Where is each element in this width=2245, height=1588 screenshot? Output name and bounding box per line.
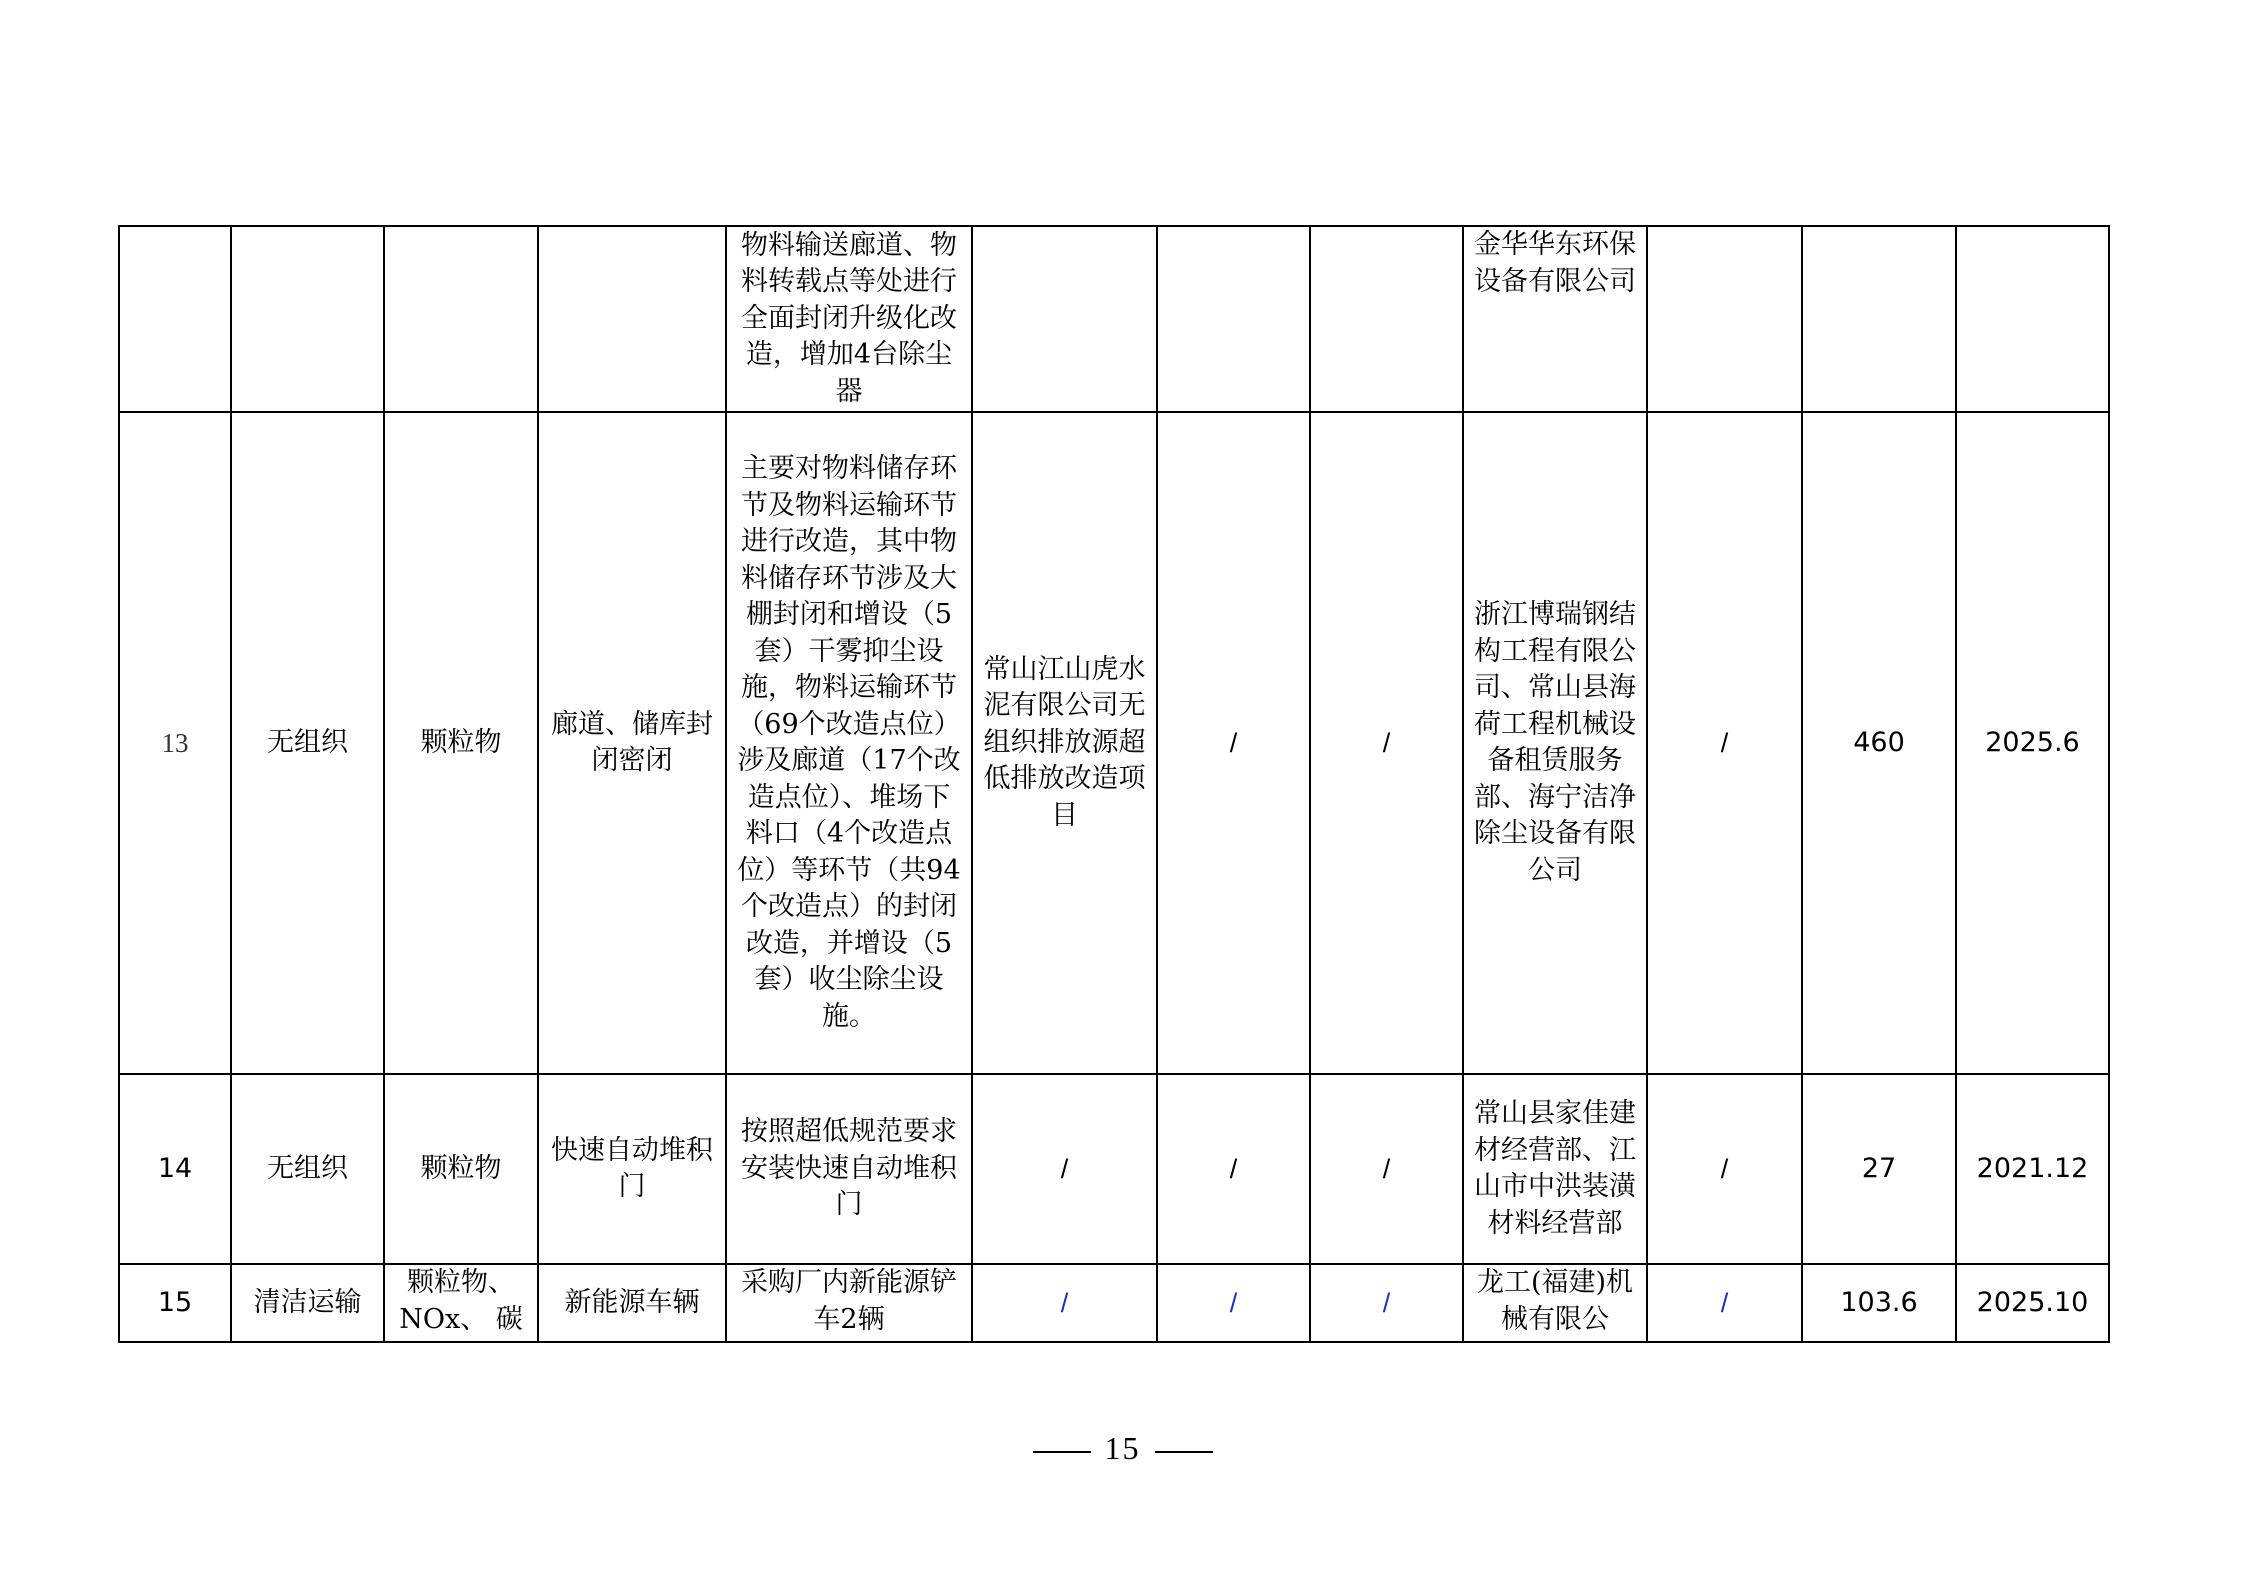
- supplier-cell: 浙江博瑞钢结构工程有限公司、常山县海荷工程机械设备租赁服务部、海宁洁净除尘设备有限公司: [1463, 412, 1647, 1074]
- col7-cell: [1157, 226, 1310, 412]
- col7-cell: /: [1157, 1264, 1310, 1342]
- amount-cell: [1802, 226, 1956, 412]
- table-row: [119, 1264, 2109, 1342]
- content-cell: 物料输送廊道、物料转载点等处进行全面封闭升级化改造，增加4台除尘器: [726, 226, 972, 412]
- col10-cell: [1647, 226, 1802, 412]
- supplier-cell: [1463, 1264, 1647, 1342]
- seq-cell: 13: [119, 412, 231, 1074]
- measure-cell: [538, 226, 726, 412]
- date-cell: 2025.10: [1956, 1264, 2109, 1342]
- project-cell: /: [972, 1264, 1157, 1342]
- project-cell: /: [972, 1074, 1157, 1264]
- date-cell: 2021.12: [1956, 1074, 2109, 1264]
- seq-cell: 14: [119, 1074, 231, 1264]
- project-cell: [972, 226, 1157, 412]
- table-row: [119, 1074, 2109, 1264]
- type-cell: [231, 226, 384, 412]
- amount-cell: 103.6: [1802, 1264, 1956, 1342]
- measure-cell: 新能源车辆: [538, 1264, 726, 1342]
- project-cell: 常山江山虎水泥有限公司无组织排放源超低排放改造项目: [972, 412, 1157, 1074]
- col8-cell: /: [1310, 412, 1463, 1074]
- type-cell: 无组织: [231, 412, 384, 1074]
- page-number-text: 15: [1104, 1430, 1141, 1466]
- pollutant-cell: 颗粒物: [384, 1074, 538, 1264]
- data-table: [118, 225, 2110, 1343]
- dash-right: [1155, 1451, 1213, 1453]
- pollutant-cell: [384, 1264, 538, 1342]
- amount-cell: 460: [1802, 412, 1956, 1074]
- col10-cell: /: [1647, 412, 1802, 1074]
- col10-cell: /: [1647, 1074, 1802, 1264]
- page-number: [0, 1430, 2245, 1467]
- content-cell: 采购厂内新能源铲车2辆: [726, 1264, 972, 1342]
- col7-cell: /: [1157, 1074, 1310, 1264]
- col10-cell: /: [1647, 1264, 1802, 1342]
- pollutant-cell: [384, 226, 538, 412]
- content-cell: 按照超低规范要求安装快速自动堆积门: [726, 1074, 972, 1264]
- col8-cell: /: [1310, 1074, 1463, 1264]
- amount-cell: 27: [1802, 1074, 1956, 1264]
- table-row: [119, 412, 2109, 1074]
- col8-cell: [1310, 226, 1463, 412]
- supplier-text: 龙工(福建)机械有限公: [1476, 1267, 1634, 1335]
- pollutant-text: 颗粒物、NOx、 碳: [399, 1267, 523, 1335]
- date-cell: [1956, 226, 2109, 412]
- dash-left: [1033, 1451, 1091, 1453]
- measure-cell: 廊道、储库封闭密闭: [538, 412, 726, 1074]
- date-cell: 2025.6: [1956, 412, 2109, 1074]
- supplier-cell: 金华华东环保设备有限公司: [1463, 226, 1647, 412]
- measure-cell: 快速自动堆积门: [538, 1074, 726, 1264]
- type-cell: 无组织: [231, 1074, 384, 1264]
- col7-cell: /: [1157, 412, 1310, 1074]
- seq-cell: 15: [119, 1264, 231, 1342]
- supplier-cell: 常山县家佳建材经营部、江山市中洪装潢材料经营部: [1463, 1074, 1647, 1264]
- pollutant-cell: 颗粒物: [384, 412, 538, 1074]
- col8-cell: /: [1310, 1264, 1463, 1342]
- type-cell: 清洁运输: [231, 1264, 384, 1342]
- content-cell: 主要对物料储存环节及物料运输环节进行改造，其中物料储存环节涉及大棚封闭和增设（5套）干雾抑尘设施，物料运输环节（69个改造点位）涉及廊道（17个改造点位）、堆场下料口（4个改造点位）等环节（共94个改造点）的封闭改造，并增设（5套）收尘除尘设施。: [726, 412, 972, 1074]
- seq-cell: [119, 226, 231, 412]
- table-row: [119, 226, 2109, 412]
